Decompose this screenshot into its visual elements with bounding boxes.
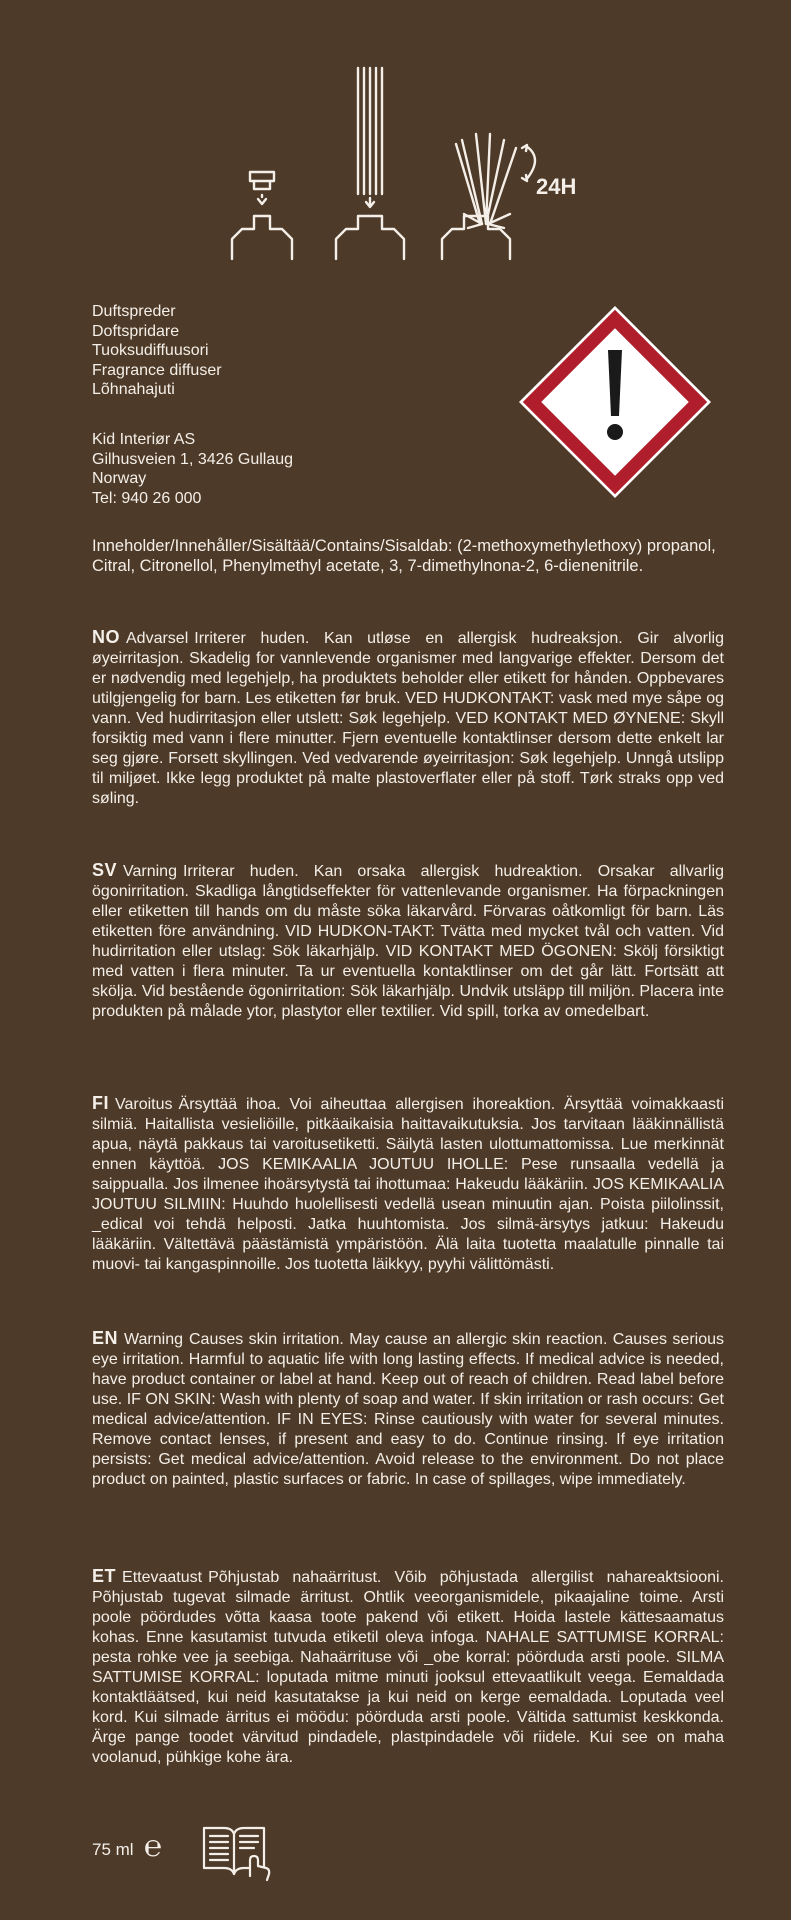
language-code: EN: [92, 1328, 119, 1348]
product-name-en: Fragrance diffuser: [92, 361, 222, 379]
signal-word: Advarsel: [126, 630, 189, 647]
estimated-sign: ℮: [144, 1829, 163, 1864]
product-name-fi: Tuoksudiffuusori: [92, 342, 209, 359]
street-address: Gilhusveien 1, 3426 Gullaug: [92, 450, 294, 468]
cap-removal-icon: [232, 172, 292, 259]
signal-word: Varning: [123, 863, 177, 880]
reeds-flip-icon: [442, 134, 535, 259]
warning-section-sv: [92, 860, 724, 1022]
warning-section-no: [92, 627, 724, 809]
warning-text: Ärsyttää ihoa. Voi aiheuttaa allergisen ihoreaktion. Ärsyttää voimakkaasti silmiä. Haitallista vesieliöille, pitkäaikaisia haittavaikutuksia. Jos tarvitaan lääkinnällistä apua, näytä pakkaus tai varoitusetiketti. Säilytä lasten ulottumattomissa. Lue merkinnät ennen käyttöä. JOS KEMIKAALIA JOUTUU IHOLLE: Pese runsaalla vedellä ja saippualla. Jos ilmenee ihoärsytystä tai ihottumaa: Hakeudu lääkäriin. JOS KEMIKAALIA JOUTUU SILMIIN: Huuhdo huolellisesti vedellä usean minuutin ajan. Poista piilolinssit, _edical voi tehdä helposti. Jatka huuhtomista. Jos silmä-ärsytys jatkuu: Hakeudu lääkäriin. Vältettävä päästämistä ympäristöön. Älä laita tuotetta maalatulle pinnalle tai muovi- tai kangaspinnoille. Jos tuotetta läikkyy, pyyhi välittömästi.: [92, 1096, 724, 1273]
flip-time-label: 24H: [536, 174, 577, 199]
phone: Tel: 940 26 000: [92, 489, 202, 507]
usage-instructions-pictograms: [228, 64, 577, 264]
hazard-pictogram: [515, 302, 715, 502]
warning-section-et: [92, 1566, 724, 1768]
warning-section-en: [92, 1328, 724, 1490]
product-name-no: Duftspreder: [92, 303, 176, 320]
signal-word: Ettevaatust: [122, 1569, 203, 1586]
footer: [92, 1818, 392, 1880]
language-code: FI: [92, 1093, 109, 1113]
language-code: SV: [92, 860, 118, 880]
country: Norway: [92, 470, 147, 487]
product-name-sv: Doftspridare: [92, 322, 180, 340]
warning-section-fi: [92, 1093, 724, 1275]
warning-text: Põhjustab nahaärritust. Võib põhjustada allergilist nahareaktsiooni. Põhjustab tugevat silmade ärritust. Ohtlik veeorganismidele, pikaajaline toime. Arsti poole pöördudes võtta kaasa toote pakend või etikett. Hoida lastele kättesaamatus kohas. Enne kasutamist tutvuda etiketil oleva infoga. NAHALE SATTUMISE KORRAL: pesta rohke vee ja seebiga. Nahaärrituse või _obe korral: pöörduda arsti poole. SILMA SATTUMISE KORRAL: loputada mitme minuti jooksul ettevaatlikult veega. Eemaldada kontaktläätsed, kui neid kasutatakse ja kui neid on kerge eemaldada. Loputada veel kord. Kui silmade ärritus ei möödu: pöörduda arsti poole. Vältida sattumist keskkonda. Ärge pange toodet värvitud pindadele, plastpindadele või riidele. Kui see on maha voolanud, pühkige kohe ära.: [92, 1569, 724, 1766]
company-address: [92, 430, 293, 508]
read-instructions-icon: [200, 1818, 274, 1885]
ingredients-text: Inneholder/Innehåller/Sisältää/Contains/Sisaldab: (2-methoxymethylethoxy) propanol, Citral, Citronellol, Phenylmethyl acetate, 3, 7-dimethylnona-2, 6-dienenitrile.: [92, 537, 716, 575]
signal-word: Warning: [124, 1331, 183, 1348]
signal-word: Varoitus: [115, 1096, 173, 1113]
company-name: Kid Interiør AS: [92, 431, 196, 448]
language-code: NO: [92, 627, 120, 647]
warning-text: Irriterar huden. Kan orsaka allergisk hudreaktion. Orsakar allvarlig ögonirritation. Skadliga långtidseffekter för vattenlevande organismer. Ha förpackningen eller etiketten till hands om du måste söka läkarvård. Förvaras oåtkomligt för barn. Läs etiketten före användning. VID HUDKON-TAKT: Tvätta med mycket tvål och vatten. Vid hudirritation eller utslag: Sök läkarhjälp. VID KONTAKT MED ÖGONEN: Skölj försiktigt med vatten i flera minuter. Ta ur eventuella kontaktlinser om det går lätt. Fortsätt att skölja. Vid bestående ögonirritation: Sök läkarhjälp. Undvik utsläpp till miljön. Placera inte produkten på målade ytor, plastytor eller textilier. Vid spill, torka av omedelbart.: [92, 863, 724, 1020]
product-names: [92, 302, 222, 400]
reed-insertion-icon: [336, 68, 404, 259]
warning-text: Irriterer huden. Kan utløse en allergisk hudreaksjon. Gir alvorlig øyeirritasjon. Skadelig for vannlevende organismer med langvarige effekter. Dersom det er nødvendig med legehjelp, ha produktets beholder eller etikett for hånden. Oppbevares utilgjengelig for barn. Les etiketten før bruk. VED HUDKONTAKT: vask med mye såpe og vann. Ved hudirritasjon eller utslett: Søk legehjelp. VED KONTAKT MED ØYNENE: Skyll forsiktig med vann i flere minutter. Fjern eventuelle kontaktlinser dersom dette enkelt lar seg gjøre. Forsett skyllingen. Ved vedvarende øyeirritasjon: Søk legehjelp. Unngå utslipp til miljøet. Ikke legg produktet på malte plastoverflater eller på stoff. Tørk straks opp ved søling.: [92, 630, 724, 807]
product-name-et: Lõhnahajuti: [92, 381, 175, 398]
language-code: ET: [92, 1566, 117, 1586]
volume-label: 75 ml: [92, 1840, 134, 1859]
exclamation-mark-icon: [515, 302, 715, 502]
warning-text: Causes skin irritation. May cause an allergic skin reaction. Causes serious eye irritation. Harmful to aquatic life with long lasting effects. If medical advice is needed, have product container or label at hand. Keep out of reach of children. Read label before use. IF ON SKIN: Wash with plenty of soap and water. If skin irritation or rash occurs: Get medical advice/attention. IF IN EYES: Rinse cautiously with water for several minutes. Remove contact lenses, if present and easy to do. Continue rinsing. If eye irritation persists: Get medical advice/attention. Avoid release to the environment. Do not place product on painted, plastic surfaces or fabric. In case of spillages, wipe immediately.: [92, 1331, 724, 1488]
